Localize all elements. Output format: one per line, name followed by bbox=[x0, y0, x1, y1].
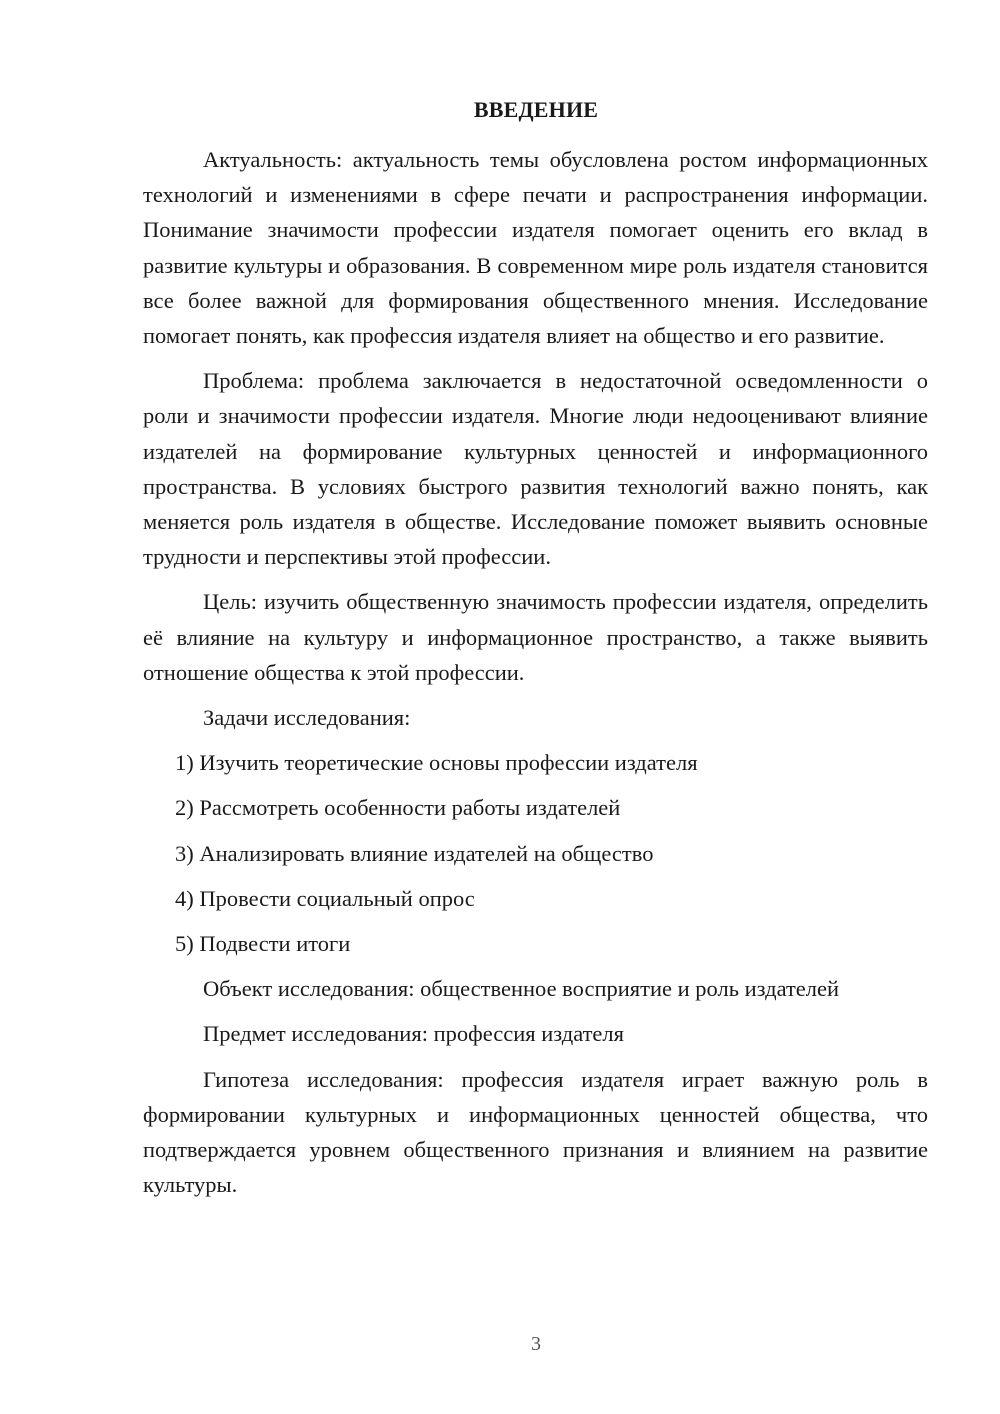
tasks-heading: Задачи исследования: bbox=[203, 705, 411, 731]
page-number: 3 bbox=[531, 1333, 541, 1355]
hypothesis-paragraph: Гипотеза исследования: профессия издателя играет важную роль в формировании культурных и информационных ценностей общества, что подтверждается уровнем общественного признания и влиянием на развитие культуры. bbox=[143, 1066, 928, 1198]
task-item-4: 4) Провести социальный опрос bbox=[175, 885, 475, 911]
page-title: ВВЕДЕНИЕ bbox=[473, 97, 599, 122]
research-object: Объект исследования: общественное восприятие и роль издателей bbox=[203, 976, 840, 1002]
task-item-3: 3) Анализировать влияние издателей на общество bbox=[175, 840, 654, 866]
task-item-5: 5) Подвести итоги bbox=[175, 931, 351, 957]
relevance-paragraph: Актуальность: актуальность темы обусловлена ростом информационных технологий и изменениями в сфере печати и распространения информации. Понимание значимости профессии издателя помогает оценить его вклад в развитие культуры и образования. В современном мире роль издателя становится все более важной для формирования общественного мнения. Исследование помогает понять, как профессия издателя влияет на общество и его развитие. bbox=[143, 147, 928, 349]
body-text bbox=[143, 142, 928, 1202]
task-item-2: 2) Рассмотреть особенности работы издателей bbox=[175, 795, 621, 821]
task-item-1: 1) Изучить теоретические основы профессии издателя bbox=[175, 750, 698, 776]
problem-paragraph: Проблема: проблема заключается в недостаточной осведомленности о роли и значимости профессии издателя. Многие люди недооценивают влияние издателей на формирование культурных ценностей и информационного пространства. В условиях быстрого развития технологий важно понять, как меняется роль издателя в обществе. Исследование поможет выявить основные трудности и перспективы этой профессии. bbox=[143, 368, 928, 570]
research-subject: Предмет исследования: профессия издателя bbox=[203, 1021, 624, 1047]
goal-paragraph: Цель: изучить общественную значимость профессии издателя, определить её влияние на культуру и информационное пространство, а также выявить отношение общества к этой профессии. bbox=[143, 589, 928, 685]
